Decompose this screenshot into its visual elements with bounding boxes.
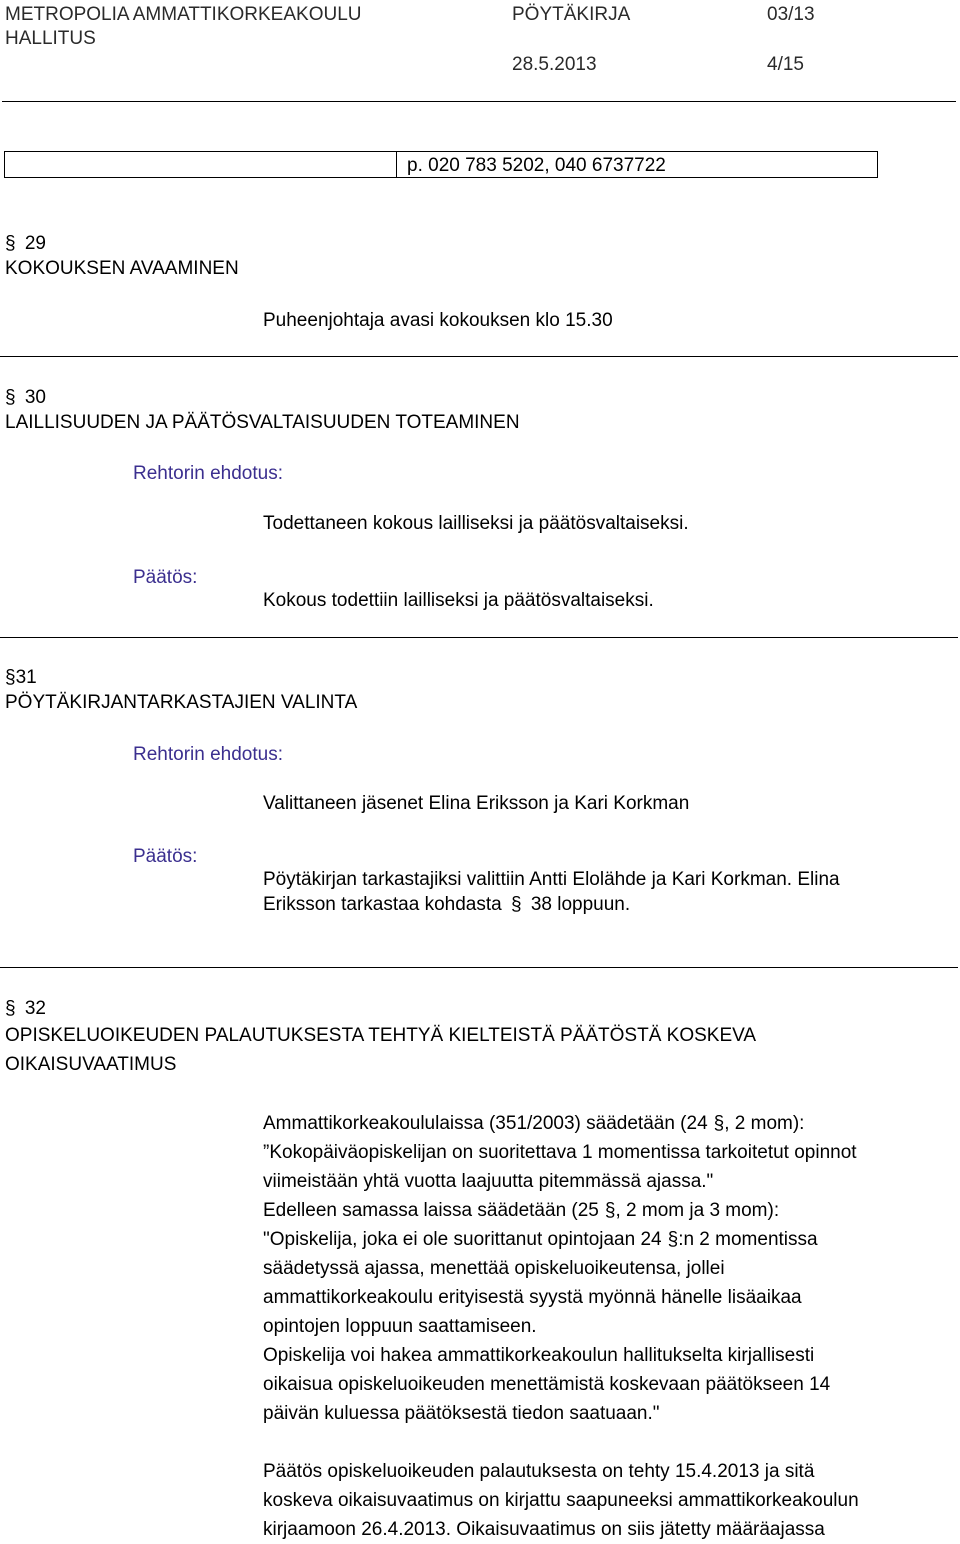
header-date: 28.5.2013: [512, 54, 597, 75]
body-line: [263, 1225, 818, 1254]
section-31-decision-line-1: Pöytäkirjan tarkastajiksi valittiin Antti Elolähde ja Kari Korkman. Elina: [263, 869, 840, 890]
proposal-label: Rehtorin ehdotus:: [133, 463, 283, 484]
final-line: Päätös opiskeluoikeuden palautuksesta on tehty 15.4.2013 ja sitä: [263, 1461, 815, 1482]
section-rule: [0, 637, 958, 638]
final-line: koskeva oikaisuvaatimus on kirjattu saapuneeksi ammattikorkeakoulun: [263, 1490, 859, 1511]
body-line: Opiskelija voi hakea ammattikorkeakoulun hallitukselta kirjallisesti: [263, 1345, 815, 1366]
section-32-title-line-1: OPISKELUOIKEUDEN PALAUTUKSESTA TEHTYÄ KIELTEISTÄ PÄÄTÖSTÄ KOSKEVA: [5, 1025, 757, 1046]
body-line: ammattikorkeakoulu erityisestä syystä myönnä hänelle lisäaikaa: [263, 1287, 802, 1308]
header-doc-type: PÖYTÄKIRJA: [512, 4, 631, 25]
section-29-title: KOKOUKSEN AVAAMINEN: [5, 258, 239, 279]
section-30-proposal: Todettaneen kokous lailliseksi ja päätösvaltaiseksi.: [263, 513, 689, 534]
section-number: 29: [24, 233, 46, 254]
section-32-heading: [5, 994, 46, 1023]
section-symbol: §: [5, 233, 16, 254]
final-line: kirjaamoon 26.4.2013. Oikaisuvaatimus on siis jätetty määräajassa: [263, 1519, 825, 1540]
decision-text: Eriksson tarkastaa kohdasta: [263, 894, 502, 915]
section-number: 32: [24, 998, 46, 1019]
decision-text: 38 loppuun.: [530, 894, 631, 915]
body-text: :n 2 momentissa: [678, 1229, 818, 1250]
header-body: HALLITUS: [5, 28, 96, 49]
section-30-decision: Kokous todettiin lailliseksi ja päätösvaltaiseksi.: [263, 590, 654, 611]
header-page: 4/15: [767, 54, 804, 75]
header-rule: [2, 101, 956, 102]
section-symbol: §: [667, 1229, 679, 1250]
body-text: Ammattikorkeakoululaissa (351/2003) säädetään (24: [263, 1113, 708, 1134]
section-symbol: §: [5, 387, 16, 408]
body-text: , 2 mom):: [724, 1113, 805, 1134]
section-symbol: §: [713, 1113, 725, 1134]
proposal-label: Rehtorin ehdotus:: [133, 744, 283, 765]
body-text: Edelleen samassa laissa säädetään (25: [263, 1200, 599, 1221]
body-line: oikaisua opiskeluoikeuden menettämistä koskevaan päätökseen 14: [263, 1374, 831, 1395]
header-organization: METROPOLIA AMMATTIKORKEAKOULU: [5, 4, 362, 25]
decision-label: Päätös:: [133, 846, 198, 867]
section-32-title-line-2: OIKAISUVAATIMUS: [5, 1054, 177, 1075]
section-symbol: §: [510, 894, 522, 915]
body-line: [263, 1196, 779, 1225]
body-line: säädetyssä ajassa, menettää opiskeluoikeutensa, jollei: [263, 1258, 725, 1279]
section-symbol: §: [5, 998, 16, 1019]
body-line: päivän kuluessa päätöksestä tiedon saatuaan.": [263, 1403, 660, 1424]
header-doc-number: 03/13: [767, 4, 815, 25]
body-line: [263, 1109, 804, 1138]
body-line: opintojen loppuun saattamiseen.: [263, 1316, 537, 1337]
decision-label: Päätös:: [133, 567, 198, 588]
section-31-decision-line-2: [263, 890, 630, 919]
section-number: 30: [24, 387, 46, 408]
body-text: "Opiskelija, joka ei ole suorittanut opintojaan 24: [263, 1229, 662, 1250]
body-line: viimeistään yhtä vuotta laajuutta pitemmässä ajassa.": [263, 1171, 714, 1192]
section-symbol: §: [5, 667, 16, 688]
body-text: , 2 mom ja 3 mom):: [615, 1200, 780, 1221]
body-line: ”Kokopäiväopiskelijan on suoritettava 1 momentissa tarkoitetut opinnot: [263, 1142, 857, 1163]
contact-box-divider: [396, 152, 397, 177]
section-30-title: LAILLISUUDEN JA PÄÄTÖSVALTAISUUDEN TOTEAMINEN: [5, 412, 520, 433]
contact-phone: p. 020 783 5202, 040 6737722: [407, 155, 666, 176]
section-symbol: §: [604, 1200, 616, 1221]
section-rule: [0, 356, 958, 357]
section-rule: [0, 967, 958, 968]
contact-box: [4, 151, 878, 178]
section-31-title: PÖYTÄKIRJANTARKASTAJIEN VALINTA: [5, 692, 358, 713]
section-29-text: Puheenjohtaja avasi kokouksen klo 15.30: [263, 310, 613, 331]
section-number: 31: [15, 667, 37, 688]
section-31-proposal: Valittaneen jäsenet Elina Eriksson ja Kari Korkman: [263, 793, 690, 814]
